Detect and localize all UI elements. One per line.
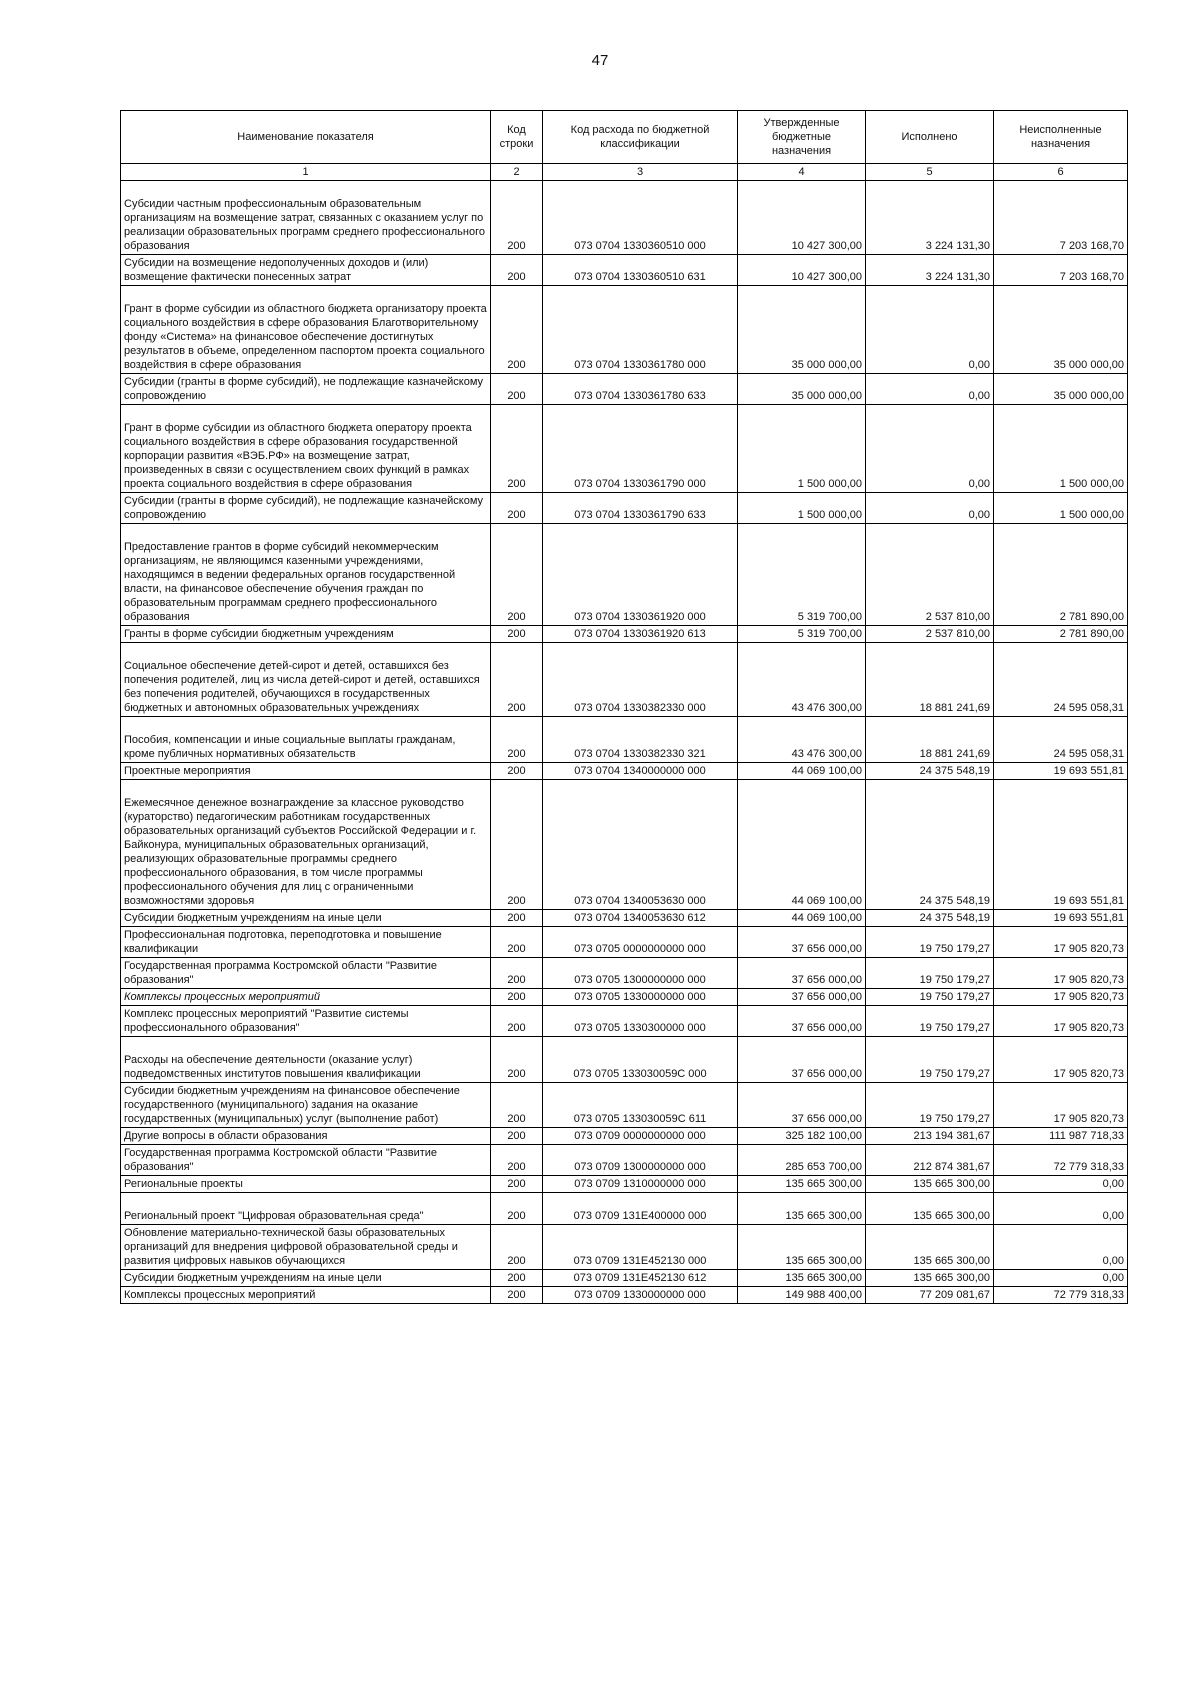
row-line-code-cell: 200 xyxy=(491,717,543,763)
page-number: 47 xyxy=(591,52,609,69)
row-budget-code-cell: 073 0705 0000000000 000 xyxy=(543,927,738,958)
table-row xyxy=(121,493,1128,524)
row-name-cell: Комплексы процессных мероприятий xyxy=(121,1287,491,1304)
row-line-code-cell: 200 xyxy=(491,989,543,1006)
row-unexecuted-cell: 72 779 318,33 xyxy=(994,1287,1128,1304)
row-name-cell: Государственная программа Костромской области "Развитие образования" xyxy=(121,958,491,989)
row-budget-code-cell: 073 0704 1330361790 000 xyxy=(543,405,738,493)
row-line-code-cell: 200 xyxy=(491,1287,543,1304)
row-unexecuted-cell: 7 203 168,70 xyxy=(994,255,1128,286)
row-line-code-cell: 200 xyxy=(491,763,543,780)
table-row xyxy=(121,1083,1128,1128)
table-row xyxy=(121,989,1128,1006)
row-approved-cell: 37 656 000,00 xyxy=(738,1006,866,1037)
table-row xyxy=(121,958,1128,989)
row-name-cell: Грант в форме субсидии из областного бюджета организатору проекта социального воздействия в сфере образования Благотворительному фонду «Система» на финансовое обеспечение достигнутых результатов в объеме, определенном паспортом проекта социального воздействия в сфере образования xyxy=(121,286,491,374)
row-unexecuted-cell: 111 987 718,33 xyxy=(994,1128,1128,1145)
row-unexecuted-cell: 24 595 058,31 xyxy=(994,643,1128,717)
row-line-code-cell: 200 xyxy=(491,493,543,524)
row-budget-code-cell: 073 0704 1340053630 000 xyxy=(543,780,738,910)
row-name-cell: Предоставление грантов в форме субсидий некоммерческим организациям, не являющимся казенными учреждениями, находящимся в ведении федеральных органов государственной власти, на финансовое обеспечение обучения граждан по образовательным программам среднего профессионального образования xyxy=(121,524,491,626)
row-name-cell: Проектные мероприятия xyxy=(121,763,491,780)
row-executed-cell: 0,00 xyxy=(866,405,994,493)
row-executed-cell: 135 665 300,00 xyxy=(866,1225,994,1270)
table-row xyxy=(121,1176,1128,1193)
row-budget-code-cell: 073 0704 1330382330 000 xyxy=(543,643,738,717)
row-approved-cell: 5 319 700,00 xyxy=(738,626,866,643)
row-name-cell: Субсидии на возмещение недополученных доходов и (или) возмещение фактически понесенных затрат xyxy=(121,255,491,286)
row-line-code-cell: 200 xyxy=(491,255,543,286)
row-line-code-cell: 200 xyxy=(491,958,543,989)
row-unexecuted-cell: 19 693 551,81 xyxy=(994,910,1128,927)
row-budget-code-cell: 073 0705 1330000000 000 xyxy=(543,989,738,1006)
row-budget-code-cell: 073 0704 1330361780 633 xyxy=(543,374,738,405)
row-line-code-cell: 200 xyxy=(491,286,543,374)
table-body xyxy=(121,181,1128,1304)
row-name-cell: Субсидии частным профессиональным образовательным организациям на возмещение затрат, связанных с оказанием услуг по реализации образовательных программ среднего профессионального образования xyxy=(121,181,491,255)
row-name-cell: Пособия, компенсации и иные социальные выплаты гражданам, кроме публичных нормативных обязательств xyxy=(121,717,491,763)
row-budget-code-cell: 073 0705 133030059С 611 xyxy=(543,1083,738,1128)
row-approved-cell: 44 069 100,00 xyxy=(738,780,866,910)
row-approved-cell: 1 500 000,00 xyxy=(738,493,866,524)
table-row xyxy=(121,717,1128,763)
row-executed-cell: 24 375 548,19 xyxy=(866,910,994,927)
row-budget-code-cell: 073 0704 1330361920 613 xyxy=(543,626,738,643)
row-budget-code-cell: 073 0704 1330360510 000 xyxy=(543,181,738,255)
row-approved-cell: 37 656 000,00 xyxy=(738,989,866,1006)
row-budget-code-cell: 073 0704 1330361780 000 xyxy=(543,286,738,374)
row-line-code-cell: 200 xyxy=(491,374,543,405)
row-unexecuted-cell: 17 905 820,73 xyxy=(994,958,1128,989)
row-executed-cell: 135 665 300,00 xyxy=(866,1270,994,1287)
column-number: 4 xyxy=(738,164,866,181)
row-approved-cell: 1 500 000,00 xyxy=(738,405,866,493)
row-budget-code-cell: 073 0704 1330360510 631 xyxy=(543,255,738,286)
row-approved-cell: 44 069 100,00 xyxy=(738,910,866,927)
row-executed-cell: 2 537 810,00 xyxy=(866,626,994,643)
row-approved-cell: 10 427 300,00 xyxy=(738,255,866,286)
table-row xyxy=(121,1225,1128,1270)
row-budget-code-cell: 073 0705 1300000000 000 xyxy=(543,958,738,989)
row-line-code-cell: 200 xyxy=(491,181,543,255)
header-budget-code: Код расхода по бюджетной классификации xyxy=(543,111,738,164)
row-executed-cell: 18 881 241,69 xyxy=(866,717,994,763)
row-executed-cell: 19 750 179,27 xyxy=(866,1037,994,1083)
row-executed-cell: 24 375 548,19 xyxy=(866,780,994,910)
row-line-code-cell: 200 xyxy=(491,1006,543,1037)
row-executed-cell: 0,00 xyxy=(866,493,994,524)
row-executed-cell: 19 750 179,27 xyxy=(866,989,994,1006)
header-line-code: Код строки xyxy=(491,111,543,164)
row-line-code-cell: 200 xyxy=(491,780,543,910)
row-name-cell: Субсидии (гранты в форме субсидий), не подлежащие казначейскому сопровождению xyxy=(121,374,491,405)
row-unexecuted-cell: 0,00 xyxy=(994,1176,1128,1193)
row-executed-cell: 0,00 xyxy=(866,286,994,374)
row-budget-code-cell: 073 0709 131Е452130 000 xyxy=(543,1225,738,1270)
row-budget-code-cell: 073 0704 1330361920 000 xyxy=(543,524,738,626)
row-approved-cell: 325 182 100,00 xyxy=(738,1128,866,1145)
column-number: 2 xyxy=(491,164,543,181)
row-unexecuted-cell: 72 779 318,33 xyxy=(994,1145,1128,1176)
column-number: 5 xyxy=(866,164,994,181)
column-number: 3 xyxy=(543,164,738,181)
row-approved-cell: 44 069 100,00 xyxy=(738,763,866,780)
row-executed-cell: 19 750 179,27 xyxy=(866,927,994,958)
row-executed-cell: 24 375 548,19 xyxy=(866,763,994,780)
row-approved-cell: 37 656 000,00 xyxy=(738,927,866,958)
table-row xyxy=(121,286,1128,374)
row-approved-cell: 135 665 300,00 xyxy=(738,1193,866,1225)
row-executed-cell: 135 665 300,00 xyxy=(866,1193,994,1225)
row-budget-code-cell: 073 0705 133030059С 000 xyxy=(543,1037,738,1083)
row-line-code-cell: 200 xyxy=(491,1128,543,1145)
row-approved-cell: 43 476 300,00 xyxy=(738,643,866,717)
row-line-code-cell: 200 xyxy=(491,1145,543,1176)
table-row xyxy=(121,1270,1128,1287)
row-executed-cell: 3 224 131,30 xyxy=(866,181,994,255)
row-budget-code-cell: 073 0709 131Е452130 612 xyxy=(543,1270,738,1287)
row-unexecuted-cell: 17 905 820,73 xyxy=(994,927,1128,958)
row-unexecuted-cell: 19 693 551,81 xyxy=(994,780,1128,910)
row-name-cell: Субсидии бюджетным учреждениям на финансовое обеспечение государственного (муниципального) задания на оказание государственных (муниципальных) услуг (выполнение работ) xyxy=(121,1083,491,1128)
row-line-code-cell: 200 xyxy=(491,1270,543,1287)
row-unexecuted-cell: 24 595 058,31 xyxy=(994,717,1128,763)
row-unexecuted-cell: 35 000 000,00 xyxy=(994,374,1128,405)
table-row xyxy=(121,927,1128,958)
row-name-cell: Расходы на обеспечение деятельности (оказание услуг) подведомственных институтов повышения квалификации xyxy=(121,1037,491,1083)
table-row xyxy=(121,181,1128,255)
table-row xyxy=(121,626,1128,643)
row-name-cell: Гранты в форме субсидии бюджетным учреждениям xyxy=(121,626,491,643)
row-approved-cell: 149 988 400,00 xyxy=(738,1287,866,1304)
row-executed-cell: 213 194 381,67 xyxy=(866,1128,994,1145)
row-budget-code-cell: 073 0705 1330300000 000 xyxy=(543,1006,738,1037)
row-name-cell: Другие вопросы в области образования xyxy=(121,1128,491,1145)
row-approved-cell: 43 476 300,00 xyxy=(738,717,866,763)
table-row xyxy=(121,643,1128,717)
row-budget-code-cell: 073 0704 1340000000 000 xyxy=(543,763,738,780)
column-number-row xyxy=(121,164,1128,181)
table-row xyxy=(121,1006,1128,1037)
table-row xyxy=(121,1193,1128,1225)
row-approved-cell: 135 665 300,00 xyxy=(738,1225,866,1270)
row-name-cell: Комплексы процессных мероприятий xyxy=(121,989,491,1006)
header-name: Наименование показателя xyxy=(121,111,491,164)
row-line-code-cell: 200 xyxy=(491,524,543,626)
row-approved-cell: 35 000 000,00 xyxy=(738,286,866,374)
header-executed: Исполнено xyxy=(866,111,994,164)
row-name-cell: Грант в форме субсидии из областного бюджета оператору проекта социального воздействия в сфере образования государственной корпорации развития «ВЭБ.РФ» на возмещение затрат, произведенных в связи с осуществлением своих функций в рамках проекта социального воздействия в сфере образования xyxy=(121,405,491,493)
row-unexecuted-cell: 17 905 820,73 xyxy=(994,989,1128,1006)
row-name-cell: Обновление материально-технической базы образовательных организаций для внедрения цифровой образовательной среды и развития цифровых навыков обучающихся xyxy=(121,1225,491,1270)
table-row xyxy=(121,374,1128,405)
header-approved: Утвержденные бюджетные назначения xyxy=(738,111,866,164)
row-executed-cell: 3 224 131,30 xyxy=(866,255,994,286)
row-line-code-cell: 200 xyxy=(491,626,543,643)
row-executed-cell: 19 750 179,27 xyxy=(866,1006,994,1037)
row-approved-cell: 35 000 000,00 xyxy=(738,374,866,405)
row-approved-cell: 135 665 300,00 xyxy=(738,1176,866,1193)
row-unexecuted-cell: 2 781 890,00 xyxy=(994,626,1128,643)
row-name-cell: Субсидии бюджетным учреждениям на иные цели xyxy=(121,1270,491,1287)
row-line-code-cell: 200 xyxy=(491,1193,543,1225)
table-row xyxy=(121,910,1128,927)
row-budget-code-cell: 073 0709 131Е400000 000 xyxy=(543,1193,738,1225)
row-approved-cell: 285 653 700,00 xyxy=(738,1145,866,1176)
row-budget-code-cell: 073 0704 1330382330 321 xyxy=(543,717,738,763)
row-executed-cell: 2 537 810,00 xyxy=(866,524,994,626)
row-approved-cell: 5 319 700,00 xyxy=(738,524,866,626)
row-unexecuted-cell: 19 693 551,81 xyxy=(994,763,1128,780)
header-unexecuted: Неисполненные назначения xyxy=(994,111,1128,164)
row-approved-cell: 37 656 000,00 xyxy=(738,1083,866,1128)
row-line-code-cell: 200 xyxy=(491,1083,543,1128)
row-name-cell: Государственная программа Костромской области "Развитие образования" xyxy=(121,1145,491,1176)
table-row xyxy=(121,524,1128,626)
table-header-row xyxy=(121,111,1128,164)
table-row xyxy=(121,780,1128,910)
row-executed-cell: 77 209 081,67 xyxy=(866,1287,994,1304)
row-executed-cell: 19 750 179,27 xyxy=(866,1083,994,1128)
row-budget-code-cell: 073 0704 1330361790 633 xyxy=(543,493,738,524)
table-row xyxy=(121,1287,1128,1304)
row-unexecuted-cell: 1 500 000,00 xyxy=(994,493,1128,524)
row-unexecuted-cell: 7 203 168,70 xyxy=(994,181,1128,255)
row-line-code-cell: 200 xyxy=(491,1176,543,1193)
row-approved-cell: 135 665 300,00 xyxy=(738,1270,866,1287)
row-name-cell: Социальное обеспечение детей-сирот и детей, оставшихся без попечения родителей, лиц из числа детей-сирот и детей, оставшихся без попечения родителей, обучающихся в государственных бюджетных и автономных образовательных учреждениях xyxy=(121,643,491,717)
row-budget-code-cell: 073 0709 1300000000 000 xyxy=(543,1145,738,1176)
row-name-cell: Региональные проекты xyxy=(121,1176,491,1193)
row-budget-code-cell: 073 0709 1310000000 000 xyxy=(543,1176,738,1193)
row-unexecuted-cell: 0,00 xyxy=(994,1270,1128,1287)
row-name-cell: Профессиональная подготовка, переподготовка и повышение квалификации xyxy=(121,927,491,958)
row-executed-cell: 212 874 381,67 xyxy=(866,1145,994,1176)
row-unexecuted-cell: 17 905 820,73 xyxy=(994,1083,1128,1128)
row-line-code-cell: 200 xyxy=(491,1225,543,1270)
table-row xyxy=(121,255,1128,286)
row-budget-code-cell: 073 0709 0000000000 000 xyxy=(543,1128,738,1145)
table-row xyxy=(121,1145,1128,1176)
row-unexecuted-cell: 1 500 000,00 xyxy=(994,405,1128,493)
row-name-cell: Комплекс процессных мероприятий "Развитие системы профессионального образования" xyxy=(121,1006,491,1037)
table-row xyxy=(121,405,1128,493)
row-name-cell: Региональный проект "Цифровая образовательная среда" xyxy=(121,1193,491,1225)
row-approved-cell: 10 427 300,00 xyxy=(738,181,866,255)
row-name-cell: Субсидии бюджетным учреждениям на иные цели xyxy=(121,910,491,927)
row-executed-cell: 0,00 xyxy=(866,374,994,405)
row-executed-cell: 19 750 179,27 xyxy=(866,958,994,989)
row-approved-cell: 37 656 000,00 xyxy=(738,958,866,989)
row-name-cell: Субсидии (гранты в форме субсидий), не подлежащие казначейскому сопровождению xyxy=(121,493,491,524)
row-unexecuted-cell: 17 905 820,73 xyxy=(994,1037,1128,1083)
row-executed-cell: 135 665 300,00 xyxy=(866,1176,994,1193)
table-row xyxy=(121,1037,1128,1083)
table-row xyxy=(121,1128,1128,1145)
row-line-code-cell: 200 xyxy=(491,405,543,493)
row-unexecuted-cell: 0,00 xyxy=(994,1193,1128,1225)
column-number: 1 xyxy=(121,164,491,181)
column-number: 6 xyxy=(994,164,1128,181)
row-line-code-cell: 200 xyxy=(491,1037,543,1083)
budget-execution-table xyxy=(120,110,1128,1304)
row-budget-code-cell: 073 0704 1340053630 612 xyxy=(543,910,738,927)
row-unexecuted-cell: 35 000 000,00 xyxy=(994,286,1128,374)
row-unexecuted-cell: 2 781 890,00 xyxy=(994,524,1128,626)
row-name-cell: Ежемесячное денежное вознаграждение за классное руководство (кураторство) педагогическим работникам государственных образовательных организаций субъектов Российской Федерации и г. Байконура, муниципальных образовательных организаций, реализующих образовательные программы среднего профессионального образования, в том числе программы профессионального обучения для лиц с ограниченными возможностями здоровья xyxy=(121,780,491,910)
row-unexecuted-cell: 17 905 820,73 xyxy=(994,1006,1128,1037)
row-executed-cell: 18 881 241,69 xyxy=(866,643,994,717)
row-budget-code-cell: 073 0709 1330000000 000 xyxy=(543,1287,738,1304)
row-line-code-cell: 200 xyxy=(491,910,543,927)
row-line-code-cell: 200 xyxy=(491,927,543,958)
table-row xyxy=(121,763,1128,780)
row-approved-cell: 37 656 000,00 xyxy=(738,1037,866,1083)
row-unexecuted-cell: 0,00 xyxy=(994,1225,1128,1270)
row-line-code-cell: 200 xyxy=(491,643,543,717)
